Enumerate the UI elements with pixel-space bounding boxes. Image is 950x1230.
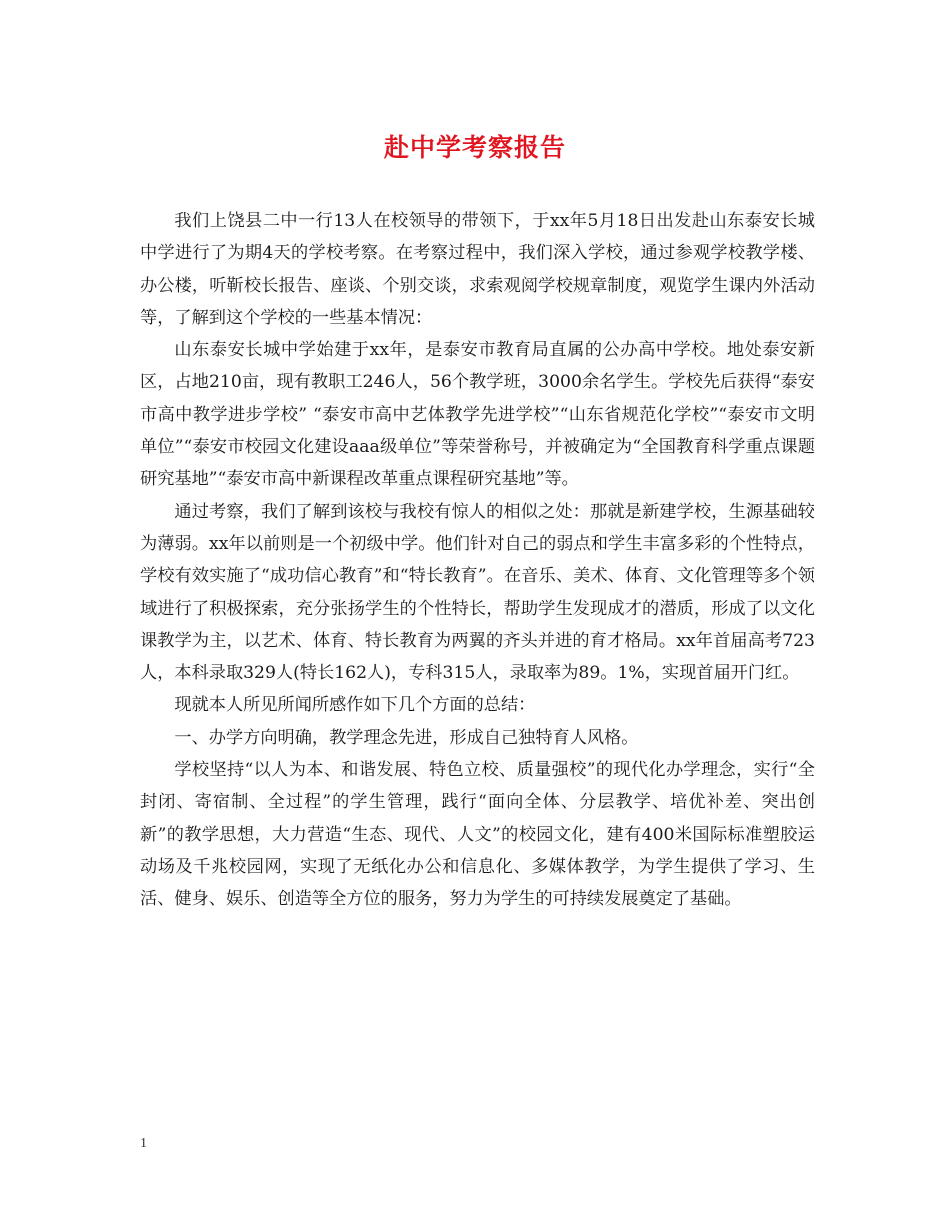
document-body [140,205,815,916]
paragraph-summary-lead: 现就本人所见所闻所感作如下几个方面的总结： [174,695,536,716]
document-title: 赴中学考察报告 [383,133,566,162]
paragraph-intro: 我们上饶县二中一行13人在校领导的带领下，于xx年5月18日出发赴山东泰安长城中学进行了为期4天的学校考察。在考察过程中，我们深入学校，通过参观学校教学楼、办公楼，听靳校长报告、座谈、个别交谈，求索观阅学校规章制度，观览学生课内外活动等，了解到这个学校的一些基本情况： [140,211,815,328]
paragraph-school-overview: 山东泰安长城中学始建于xx年，是泰安市教育局直属的公办高中学校。地处泰安新区，占地210亩，现有教职工246人，56个教学班，3000余名学生。学校先后获得“泰安市高中教学进步学校” “泰安市高中艺体教学先进学校”“山东省规范化学校”“泰安市文明单位”“泰安市校园文化建设aaa级单位”等荣誉称号，并被确定为“全国教育科学重点课题研究基地”“泰安市高中新课程改革重点课程研究基地”等。 [140,340,815,490]
page-number: 1 [140,1136,147,1151]
paragraph-observations: 通过考察，我们了解到该校与我校有惊人的相似之处：那就是新建学校，生源基础较为薄弱。xx年以前则是一个初级中学。他们针对自己的弱点和学生丰富多彩的个性特点，学校有效实施了“成功信心教育”和“特长教育”。在音乐、美术、体育、文化管理等多个领域进行了积极探索，充分张扬学生的个性特长，帮助学生发现成才的潜质，形成了以文化课教学为主，以艺术、体育、特长教育为两翼的齐头并进的育才格局。xx年首届高考723人，本科录取329人(特长162人)，专科315人，录取率为89。1%，实现首届开门红。 [140,501,815,684]
section-heading-1: 一、办学方向明确，教学理念先进，形成自己独特育人风格。 [174,727,639,748]
paragraph-philosophy: 学校坚持“以人为本、和谐发展、特色立校、质量强校”的现代化办学理念，实行“全封闭、寄宿制、全过程”的学生管理，践行“面向全体、分层教学、培优补差、突出创新”的教学思想，大力营造“生态、现代、人文”的校园文化，建有400米国际标准塑胶运动场及千兆校园网，实现了无纸化办公和信息化、多媒体教学，为学生提供了学习、生活、健身、娱乐、创造等全方位的服务，努力为学生的可持续发展奠定了基础。 [140,760,815,910]
